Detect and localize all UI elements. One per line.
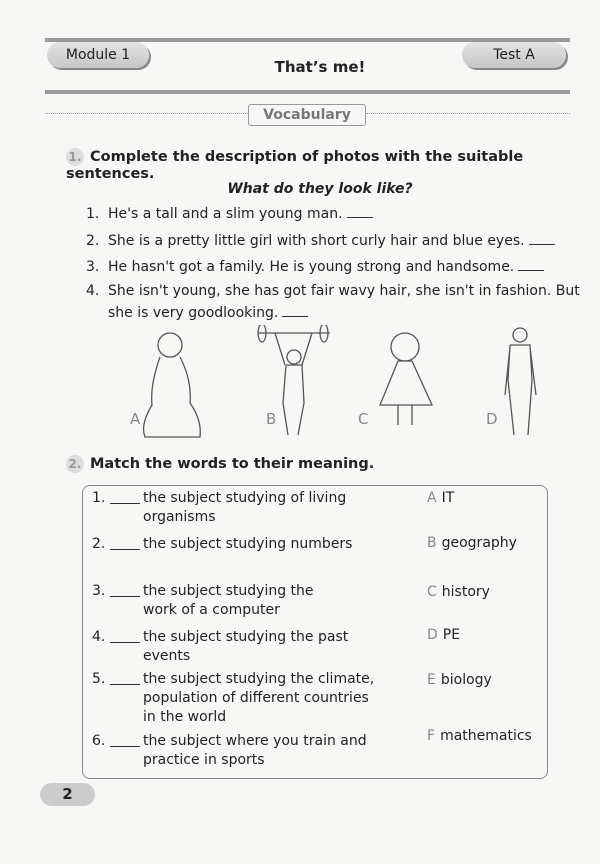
answer-blank[interactable]	[518, 269, 544, 271]
exercise-2-heading	[66, 455, 374, 473]
list-item: 1. He's a tall and a slim young man.	[86, 206, 373, 222]
answer-blank[interactable]	[529, 243, 555, 245]
match-option: D PE	[427, 627, 461, 643]
match-option: C history	[427, 584, 490, 600]
list-item-continued: she is very goodlooking.	[108, 305, 308, 321]
man-illustration	[505, 328, 536, 435]
page-number: 2	[40, 783, 95, 806]
page-title: That’s me!	[274, 58, 366, 76]
divider	[45, 113, 248, 114]
picture-label: C	[358, 410, 369, 428]
header-rule	[45, 90, 570, 94]
list-item: 3. He hasn't got a family. He is young strong and handsome.	[86, 259, 544, 275]
module-badge: Module 1	[47, 42, 149, 68]
worksheet-page: Module 1 That’s me! Test A Vocabulary 1. Complete the description of photos with the suitable sentences. What do they look like? 1. He's a tall and a slim young man. 2. She is a pretty little girl with short curly hair and blue eyes. 3. He hasn't got a family. He is young strong and handsome. 4. She isn't young, she has got fair wavy hair, she isn't in fashion. But she is very goodlooking. A B C D 2. Match the words to their meaning. 1. the subject studying of living organisms 2. the subject studying numbers 3. the subject studying the work of a computer 4. the subject studying the past events 5. the subject studying the climate, population of different countries in the world 6. the subject where you train and practice in sports A IT B geography C history D PE E biology F mathematics 2	[0, 0, 600, 864]
exercise-subtitle: What do they look like?	[227, 181, 413, 197]
match-option: A IT	[427, 490, 455, 506]
list-item: 4. She isn't young, she has got fair wavy hair, she isn't in fashion. But	[86, 283, 580, 299]
answer-blank[interactable]	[110, 503, 140, 504]
exercise-number: 1.	[66, 148, 84, 166]
woman-illustration	[144, 333, 201, 437]
match-option: F mathematics	[427, 728, 532, 744]
test-badge: Test A	[462, 42, 566, 68]
answer-blank[interactable]	[110, 684, 140, 685]
answer-blank[interactable]	[110, 549, 140, 550]
illustrations	[0, 325, 600, 445]
exercise-instruction: Match the words to their meaning.	[90, 456, 375, 472]
match-option: E biology	[427, 672, 492, 688]
list-item: 2. She is a pretty little girl with short curly hair and blue eyes.	[86, 233, 555, 249]
answer-blank[interactable]	[282, 315, 308, 317]
answer-blank[interactable]	[110, 596, 140, 597]
divider	[366, 113, 570, 114]
girl-illustration	[380, 333, 432, 425]
picture-label: A	[130, 410, 141, 428]
exercise-1-heading	[66, 148, 600, 182]
picture-label: D	[486, 410, 498, 428]
answer-blank[interactable]	[347, 216, 373, 218]
exercise-instruction: Complete the description of photos with the suitable sentences.	[66, 149, 524, 182]
picture-label: B	[266, 410, 277, 428]
match-option: B geography	[427, 535, 517, 551]
exercise-number: 2.	[66, 455, 84, 473]
answer-blank[interactable]	[110, 746, 140, 747]
section-label: Vocabulary	[248, 104, 366, 126]
answer-blank[interactable]	[110, 642, 140, 643]
